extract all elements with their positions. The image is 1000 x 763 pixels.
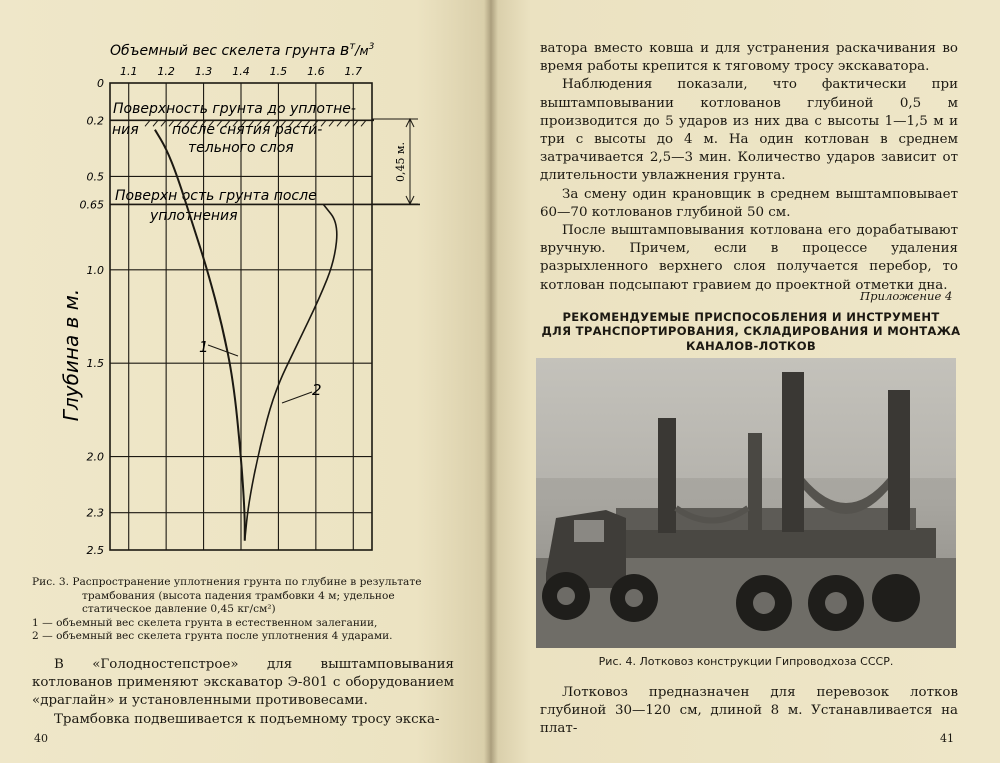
curve-1-label: 1: [199, 338, 209, 356]
heading-line: ДЛЯ ТРАНСПОРТИРОВАНИЯ, СКЛАДИРОВАНИЯ И МОНТАЖА: [541, 324, 961, 339]
y-axis-label: Глубина в м.: [59, 288, 83, 422]
truck-photo: [536, 358, 956, 648]
y-tick-label: 2.5: [86, 544, 104, 557]
paragraph: В «Голодностепстрое» для выштамповывания котлованов применяют экскаватор Э-801 с оборудованием «драглайн» и установленными противовесами.: [32, 657, 454, 709]
right-page-text-bottom: [540, 684, 958, 739]
hatch-mark: [345, 120, 350, 126]
annot-after-removal-1: после снятия расти-: [172, 122, 323, 138]
dimension-label: 0,45 м.: [394, 141, 407, 183]
paragraph: Наблюдения показали, что фактически при выштамповывании котлованов глубиной 0,5 м производится до 5 ударов из них два с высоты 1—1,5 м и три с высоты до 4 м. На один котлован в среднем затрачивается 2,5—3 мин. Количество ударов зависит от длительности увлажнения грунта.: [540, 77, 958, 184]
truck-illustration: [536, 358, 956, 648]
y-tick-label: 0.65: [79, 198, 104, 212]
y-tick-label: 1.0: [86, 263, 104, 277]
annot-surface-after-1: Поверхн ость грунта после: [115, 188, 317, 204]
paragraph: За смену один крановщик в среднем выштамповывает 60—70 котлованов глубиной 50 см.: [540, 186, 958, 220]
section-heading: [528, 310, 974, 353]
caption-line: Рис. 3. Распространение уплотнения грунта по глубине в результате: [32, 576, 422, 588]
y-tick-label: 2.3: [86, 506, 104, 520]
x-tick-label: 1.4: [232, 65, 250, 78]
annot-surface-after-2: уплотнения: [150, 208, 238, 224]
x-tick-labels: [120, 65, 362, 78]
annot-after-removal-2: тельного слоя: [188, 140, 294, 156]
curve-1-leader: [208, 345, 238, 356]
caption-line: трамбования (высота падения трамбовки 4 м; удельное: [82, 589, 395, 602]
figure-3-caption: [32, 576, 452, 644]
annot-surface-before-2: ния: [112, 122, 139, 138]
hatch-mark: [161, 120, 166, 126]
y-tick-label: 0.2: [86, 114, 104, 128]
chart-title: Объемный вес скелета грунта $в^т/м^3$: [110, 40, 375, 59]
curve-2-label: 2: [312, 381, 322, 399]
page-number-left: 40: [34, 732, 48, 745]
hatch-mark: [361, 120, 366, 126]
series-2-line: [245, 204, 337, 540]
x-tick-label: 1.6: [307, 65, 325, 78]
heading-line: КАНАЛОВ-ЛОТКОВ: [685, 338, 817, 353]
heading-line: РЕКОМЕНДУЕМЫЕ ПРИСПОСОБЛЕНИЯ И ИНСТРУМЕНТ: [562, 310, 940, 324]
paragraph: Лотковоз предназначен для перевозок лотков глубиной 30—120 см, длиной 8 м. Устанавливается на плат-: [540, 685, 958, 737]
y-tick-label: 0.5: [86, 170, 104, 184]
depth-density-chart: [0, 0, 490, 580]
paragraph: После выштамповывания котлована его дорабатывают вручную. Причем, если в процессе удаления разрыхленного верхнего слоя получается перебор, то котлован подсыпают гравием до проектной отметки дна.: [540, 223, 958, 293]
x-tick-label: 1.7: [344, 65, 363, 78]
caption-line: 1 — объемный вес скелета грунта в естественном залегании,: [32, 616, 378, 629]
annot-surface-before-1: Поверхность грунта до уплотне-: [113, 101, 356, 117]
paragraph: ватора вместо ковша и для устранения раскачивания во время работы крепится к тяговому тросу экскаватора.: [540, 41, 958, 75]
left-page-text: [32, 656, 454, 729]
x-tick-label: 1.5: [269, 65, 288, 78]
hatch-mark: [153, 120, 158, 126]
page-number-right: 41: [940, 732, 954, 745]
curve-2-leader: [282, 392, 312, 403]
y-tick-label: 0: [97, 77, 104, 90]
right-page-text: [540, 40, 958, 295]
paragraph: Трамбовка подвешивается к подъемному тросу экска-: [54, 711, 440, 727]
hatch-mark: [329, 120, 334, 126]
x-tick-label: 1.1: [119, 65, 138, 78]
caption-line: статическое давление 0,45 кг/см²): [82, 603, 276, 616]
appendix-label: Приложение 4: [860, 289, 953, 303]
hatch-mark: [337, 120, 342, 126]
caption-line: 2 — объемный вес скелета грунта после уплотнения 4 ударами.: [32, 630, 393, 643]
hatch-mark: [145, 120, 150, 126]
x-tick-label: 1.2: [157, 65, 175, 78]
figure-4-caption: Рис. 4. Лотковоз конструкции Гипроводхоза СССР.: [598, 655, 894, 668]
y-tick-label: 2.0: [86, 450, 104, 464]
x-tick-label: 1.3: [194, 65, 213, 78]
y-tick-label: 1.5: [86, 357, 104, 371]
dimension-marker: [372, 119, 418, 204]
y-tick-labels: [80, 77, 105, 557]
